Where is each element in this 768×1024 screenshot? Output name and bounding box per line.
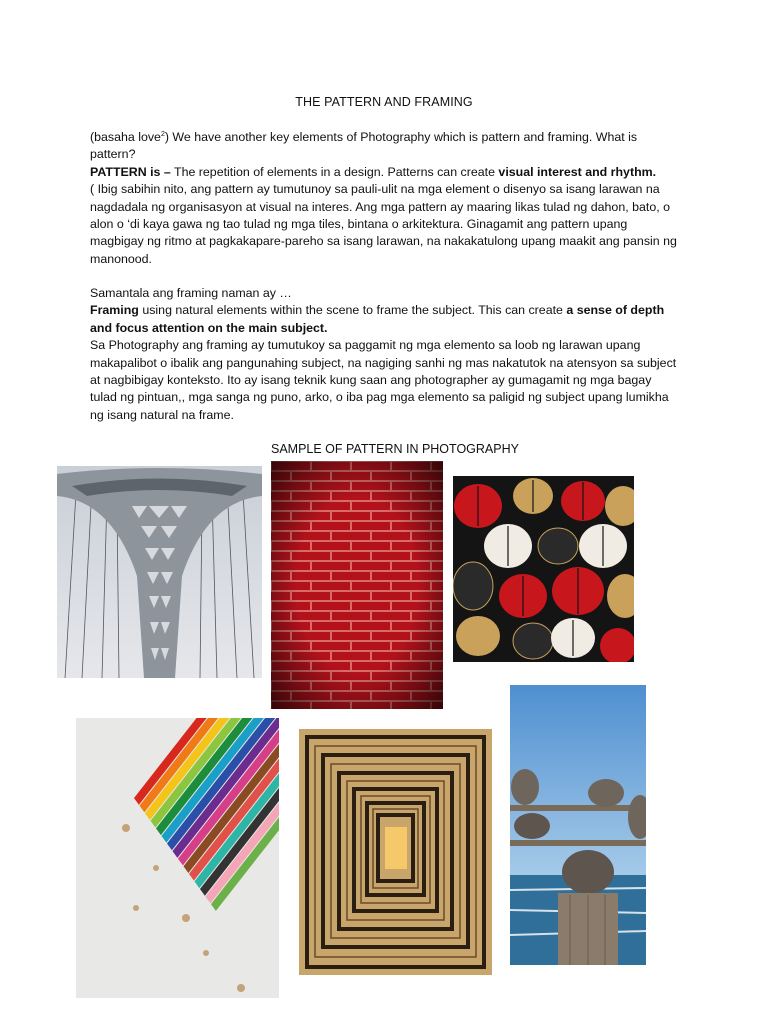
balanced-stones-photo: [510, 685, 646, 965]
leaf-pattern-photo: [453, 476, 634, 662]
colored-pencils-photo: [76, 718, 279, 998]
intro-paragraph: (basaha love$^2$) We have another key elements of Photography which is pattern and framing. What is pattern?: [90, 130, 638, 162]
samples-heading: SAMPLE OF PATTERN IN PHOTOGRAPHY: [271, 442, 519, 456]
framing-intro: Samantala ang framing naman ay …: [90, 286, 292, 300]
spiral-staircase-photo: [299, 729, 492, 975]
text-block-pattern: [90, 129, 680, 268]
bridge-arch-photo: [57, 466, 262, 678]
text-block-framing: [90, 285, 680, 424]
framing-definition: Framing using natural elements within the scene to frame the subject. This can create a sense of depth and focus attention on the main subject.: [90, 303, 665, 335]
pattern-explanation: ( Ibig sabihin nito, ang pattern ay tumutunoy sa pauli-ulit na mga element o disenyo sa isang larawan na nagdadala ng organisasyon at visual na interes. Ang mga pattern ay maaring likas tulad ng dahon, bato, o alon o ‘di kaya gawa ng tao tulad ng mga tiles, bintana o arkitektura. Ginagamit ang pattern upang magbigay ng ritmo at pagkakapare-pareho sa isang larawan, na nakakatulong upang maakit ang pansin ng manonood.: [90, 182, 677, 266]
document-title: THE PATTERN AND FRAMING: [295, 95, 473, 109]
framing-explanation: Sa Photography ang framing ay tumutukoy sa paggamit ng mga elemento sa loob ng larawan upang makapalibot o ibalik ang pangunahing subject, na nagiging sanhi ng mas nakatutok na atensyon sa subject at nagbibigay konteksto. Ito ay isang teknik kung saan ang photographer ay gumagamit ng mga bagay tulad ng pintuan,, mga sanga ng puno, arko, o iba pag mga elemento sa paligid ng subject upang lumikha ng isang natural na frame.: [90, 338, 677, 422]
pattern-definition: PATTERN is – The repetition of elements in a design. Patterns can create visual interest and rhythm.: [90, 164, 657, 179]
red-brick-wall-photo: [271, 461, 443, 709]
